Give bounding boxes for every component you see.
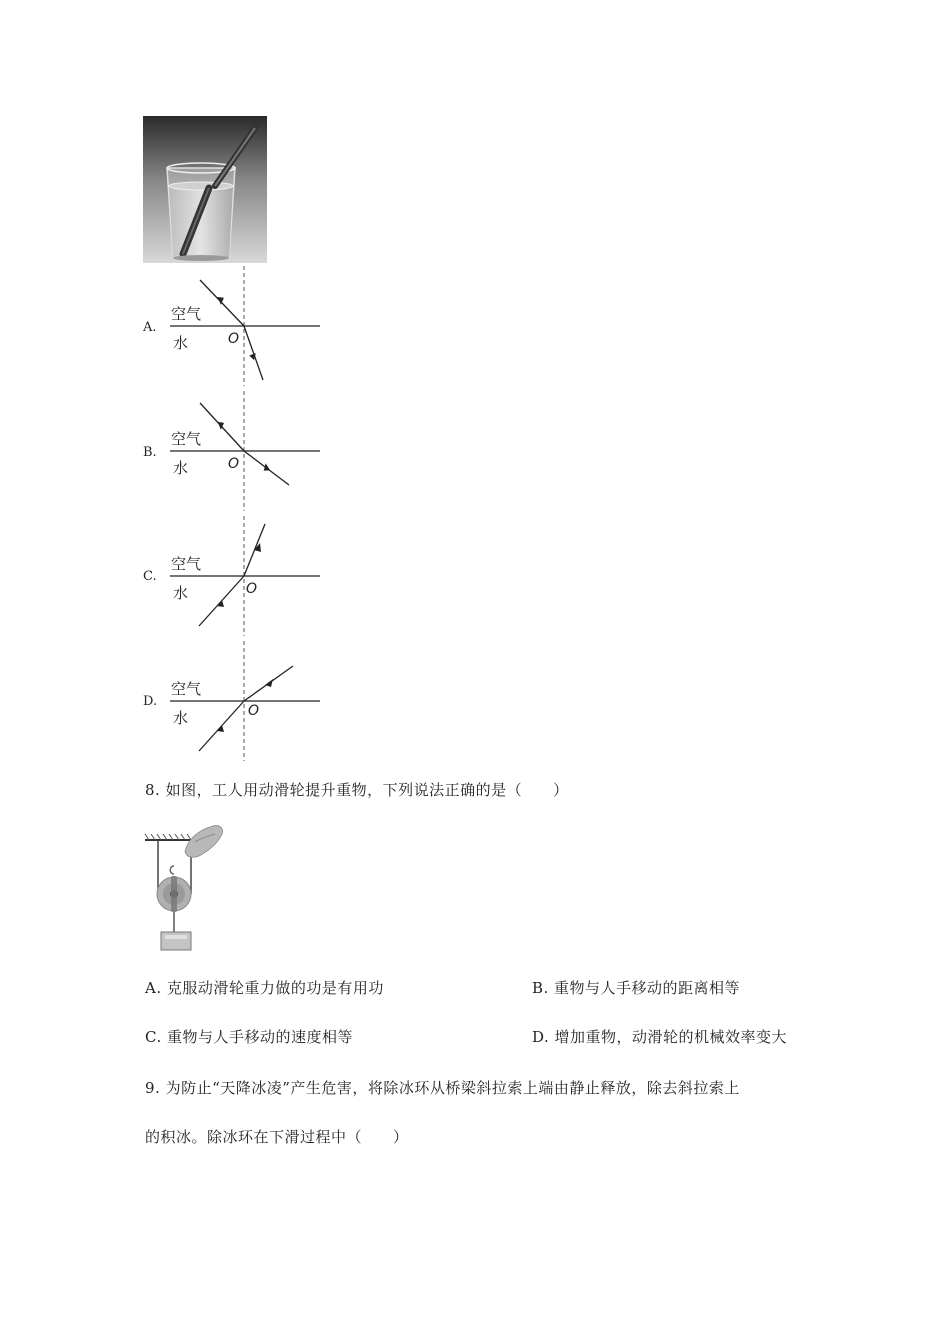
air-label: 空气 (171, 555, 202, 573)
water-label: 水 (173, 709, 189, 727)
option-d-letter[interactable]: D. (143, 694, 158, 709)
question-9-stem-line-1: 9. 为防止“天降冰凌”产生危害，将除冰环从桥梁斜拉索上端由静止释放，除去斜拉索上 (145, 1079, 740, 1097)
question-8-option-b[interactable]: B. 重物与人手移动的距离相等 (532, 979, 741, 997)
air-label: 空气 (171, 680, 202, 698)
option-c-refraction-diagram (165, 512, 325, 641)
air-label: 空气 (171, 430, 202, 448)
water-label: 水 (173, 459, 189, 477)
question-8-stem: 8. 如图，工人用动滑轮提升重物，下列说法正确的是（ ） (145, 781, 569, 799)
origin-label: O (228, 331, 240, 347)
option-a-letter[interactable]: A. (143, 320, 157, 335)
origin-label: O (248, 703, 260, 719)
movable-pulley-figure (143, 822, 228, 956)
option-b-letter[interactable]: B. (143, 445, 157, 460)
question-9-stem-line-2: 的积冰。除冰环在下滑过程中（ ） (145, 1128, 409, 1146)
option-c-letter[interactable]: C. (143, 569, 157, 584)
option-b-refraction-diagram (165, 387, 325, 516)
origin-label: O (228, 456, 240, 472)
question-8-option-c[interactable]: C. 重物与人手移动的速度相等 (145, 1028, 353, 1046)
question-8-option-d[interactable]: D. 增加重物，动滑轮的机械效率变大 (532, 1028, 788, 1046)
option-d-refraction-diagram (165, 637, 325, 766)
straw-in-glass-photo (143, 116, 267, 263)
water-label: 水 (173, 334, 189, 352)
air-label: 空气 (171, 305, 202, 323)
water-label: 水 (173, 584, 189, 602)
origin-label: O (246, 581, 258, 597)
option-a-refraction-diagram (165, 262, 325, 391)
question-8-option-a[interactable]: A. 克服动滑轮重力做的功是有用功 (145, 979, 384, 997)
